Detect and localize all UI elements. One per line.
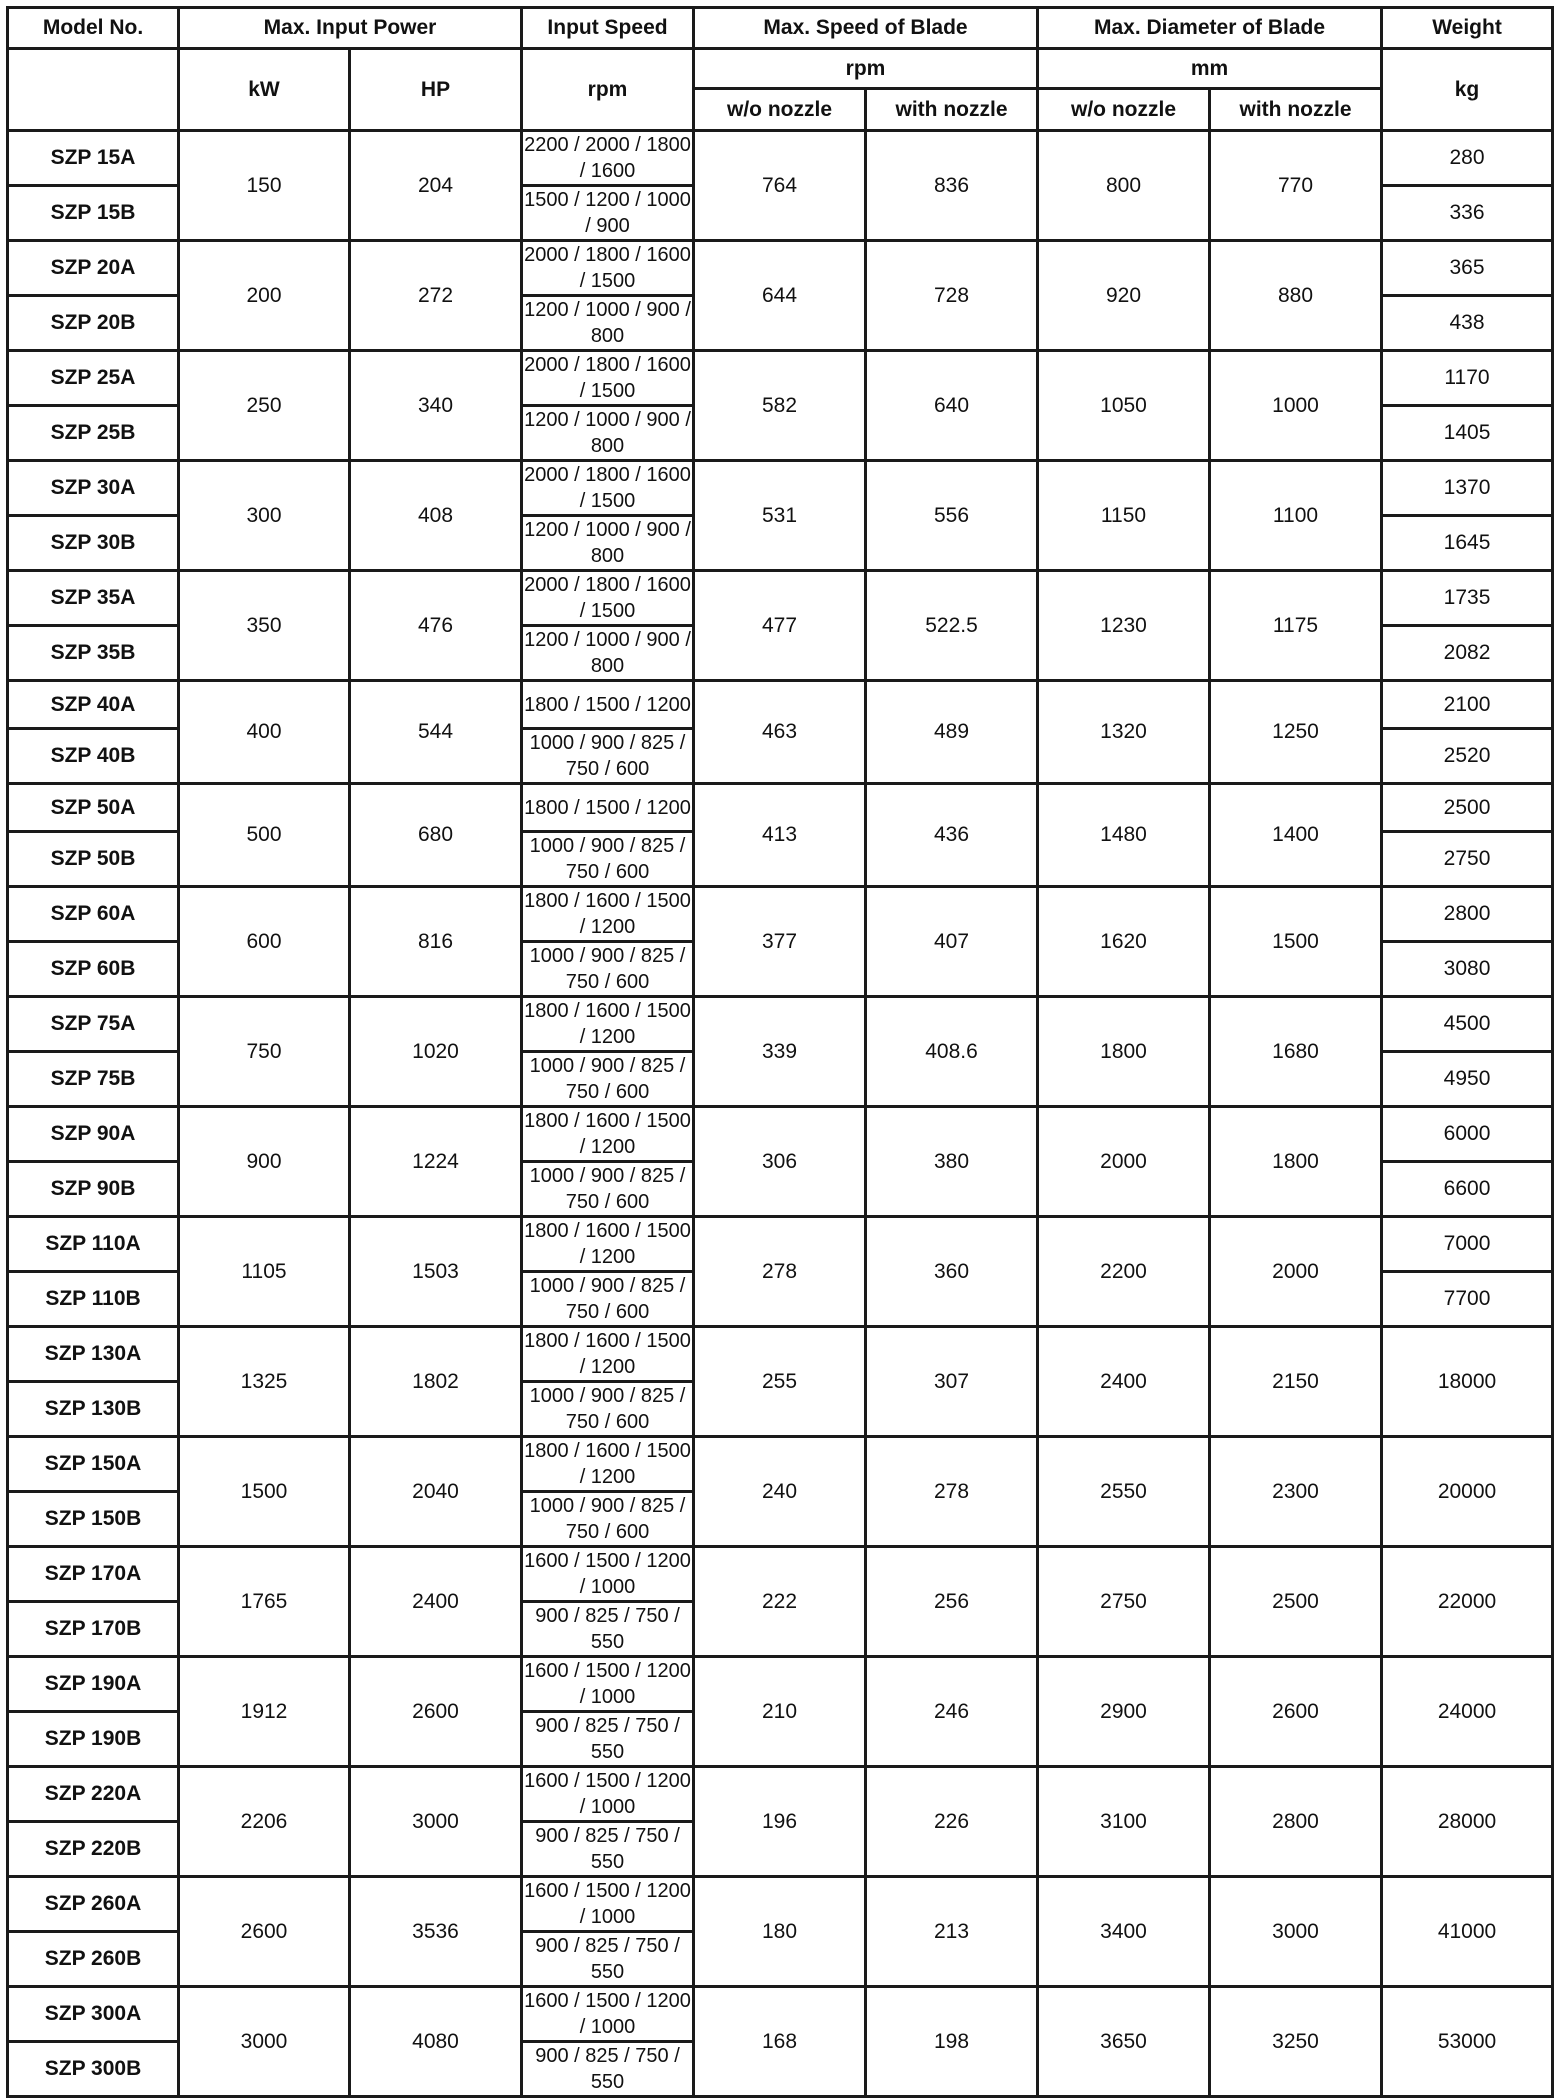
kw-cell: 350 bbox=[179, 571, 350, 681]
input-speed-b-cell: 900 / 825 / 750 / 550 bbox=[522, 1712, 694, 1767]
weight-a-cell: 1735 bbox=[1382, 571, 1553, 626]
model-b-cell: SZP 30B bbox=[8, 516, 179, 571]
blade-speed-with-nozzle-cell: 408.6 bbox=[866, 997, 1038, 1107]
model-b-cell: SZP 90B bbox=[8, 1162, 179, 1217]
weight-a-cell: 365 bbox=[1382, 241, 1553, 296]
blade-speed-wo-nozzle-cell: 180 bbox=[694, 1877, 866, 1987]
table-row bbox=[8, 997, 1553, 1052]
header-max-input-power: Max. Input Power bbox=[179, 8, 522, 49]
model-b-cell: SZP 40B bbox=[8, 729, 179, 784]
blade-diameter-wo-nozzle-cell: 1800 bbox=[1038, 997, 1210, 1107]
header-input-speed-unit: rpm bbox=[522, 49, 694, 131]
table-row bbox=[8, 241, 1553, 296]
blade-diameter-with-nozzle-cell: 2000 bbox=[1210, 1217, 1382, 1327]
table-row bbox=[8, 887, 1553, 942]
kw-cell: 1325 bbox=[179, 1327, 350, 1437]
input-speed-a-cell: 2200 / 2000 / 1800 / 1600 bbox=[522, 131, 694, 186]
blade-speed-with-nozzle-cell: 256 bbox=[866, 1547, 1038, 1657]
weight-b-cell: 4950 bbox=[1382, 1052, 1553, 1107]
blade-diameter-wo-nozzle-cell: 3650 bbox=[1038, 1987, 1210, 2097]
input-speed-a-cell: 1800 / 1500 / 1200 bbox=[522, 784, 694, 832]
header-weight-unit: kg bbox=[1382, 49, 1553, 131]
weight-a-cell: 1370 bbox=[1382, 461, 1553, 516]
model-a-cell: SZP 25A bbox=[8, 351, 179, 406]
weight-cell: 24000 bbox=[1382, 1657, 1553, 1767]
input-speed-a-cell: 1800 / 1500 / 1200 bbox=[522, 681, 694, 729]
hp-cell: 4080 bbox=[350, 1987, 522, 2097]
table-row bbox=[8, 1327, 1553, 1382]
blade-speed-wo-nozzle-cell: 210 bbox=[694, 1657, 866, 1767]
table-header bbox=[8, 8, 1553, 131]
model-a-cell: SZP 150A bbox=[8, 1437, 179, 1492]
model-b-cell: SZP 20B bbox=[8, 296, 179, 351]
hp-cell: 2600 bbox=[350, 1657, 522, 1767]
blade-diameter-wo-nozzle-cell: 2750 bbox=[1038, 1547, 1210, 1657]
weight-b-cell: 3080 bbox=[1382, 942, 1553, 997]
blade-diameter-with-nozzle-cell: 2150 bbox=[1210, 1327, 1382, 1437]
model-b-cell: SZP 170B bbox=[8, 1602, 179, 1657]
blade-speed-with-nozzle-cell: 360 bbox=[866, 1217, 1038, 1327]
kw-cell: 250 bbox=[179, 351, 350, 461]
weight-a-cell: 4500 bbox=[1382, 997, 1553, 1052]
kw-cell: 400 bbox=[179, 681, 350, 784]
spec-table bbox=[6, 6, 1554, 2098]
table-row bbox=[8, 461, 1553, 516]
model-b-cell: SZP 25B bbox=[8, 406, 179, 461]
blade-diameter-with-nozzle-cell: 2800 bbox=[1210, 1767, 1382, 1877]
hp-cell: 476 bbox=[350, 571, 522, 681]
input-speed-a-cell: 2000 / 1800 / 1600 / 1500 bbox=[522, 461, 694, 516]
input-speed-a-cell: 1800 / 1600 / 1500 / 1200 bbox=[522, 1327, 694, 1382]
kw-cell: 500 bbox=[179, 784, 350, 887]
table-row bbox=[8, 1767, 1553, 1822]
blade-diameter-with-nozzle-cell: 1250 bbox=[1210, 681, 1382, 784]
blade-speed-with-nozzle-cell: 246 bbox=[866, 1657, 1038, 1767]
table-body bbox=[8, 131, 1553, 2097]
input-speed-a-cell: 1600 / 1500 / 1200 / 1000 bbox=[522, 1767, 694, 1822]
input-speed-a-cell: 1800 / 1600 / 1500 / 1200 bbox=[522, 1217, 694, 1272]
model-a-cell: SZP 35A bbox=[8, 571, 179, 626]
input-speed-a-cell: 1600 / 1500 / 1200 / 1000 bbox=[522, 1987, 694, 2042]
hp-cell: 204 bbox=[350, 131, 522, 241]
input-speed-a-cell: 2000 / 1800 / 1600 / 1500 bbox=[522, 571, 694, 626]
blade-speed-wo-nozzle-cell: 582 bbox=[694, 351, 866, 461]
weight-a-cell: 2800 bbox=[1382, 887, 1553, 942]
input-speed-a-cell: 1800 / 1600 / 1500 / 1200 bbox=[522, 997, 694, 1052]
blade-diameter-with-nozzle-cell: 770 bbox=[1210, 131, 1382, 241]
table-row bbox=[8, 1217, 1553, 1272]
weight-b-cell: 7700 bbox=[1382, 1272, 1553, 1327]
blade-speed-wo-nozzle-cell: 255 bbox=[694, 1327, 866, 1437]
blade-diameter-with-nozzle-cell: 1500 bbox=[1210, 887, 1382, 997]
weight-b-cell: 2520 bbox=[1382, 729, 1553, 784]
blade-diameter-wo-nozzle-cell: 3400 bbox=[1038, 1877, 1210, 1987]
blade-diameter-wo-nozzle-cell: 1480 bbox=[1038, 784, 1210, 887]
model-a-cell: SZP 40A bbox=[8, 681, 179, 729]
hp-cell: 1020 bbox=[350, 997, 522, 1107]
blade-diameter-wo-nozzle-cell: 920 bbox=[1038, 241, 1210, 351]
hp-cell: 1224 bbox=[350, 1107, 522, 1217]
weight-cell: 53000 bbox=[1382, 1987, 1553, 2097]
input-speed-a-cell: 2000 / 1800 / 1600 / 1500 bbox=[522, 241, 694, 296]
kw-cell: 300 bbox=[179, 461, 350, 571]
blade-diameter-wo-nozzle-cell: 800 bbox=[1038, 131, 1210, 241]
blade-speed-with-nozzle-cell: 213 bbox=[866, 1877, 1038, 1987]
hp-cell: 3536 bbox=[350, 1877, 522, 1987]
table-row bbox=[8, 571, 1553, 626]
blade-diameter-wo-nozzle-cell: 2550 bbox=[1038, 1437, 1210, 1547]
blade-diameter-wo-nozzle-cell: 1620 bbox=[1038, 887, 1210, 997]
hp-cell: 680 bbox=[350, 784, 522, 887]
blade-diameter-wo-nozzle-cell: 3100 bbox=[1038, 1767, 1210, 1877]
kw-cell: 2600 bbox=[179, 1877, 350, 1987]
input-speed-a-cell: 1800 / 1600 / 1500 / 1200 bbox=[522, 1437, 694, 1492]
header-model: Model No. bbox=[8, 8, 179, 49]
input-speed-b-cell: 900 / 825 / 750 / 550 bbox=[522, 1602, 694, 1657]
hp-cell: 2040 bbox=[350, 1437, 522, 1547]
kw-cell: 900 bbox=[179, 1107, 350, 1217]
input-speed-b-cell: 1000 / 900 / 825 / 750 / 600 bbox=[522, 729, 694, 784]
kw-cell: 200 bbox=[179, 241, 350, 351]
blade-speed-with-nozzle-cell: 836 bbox=[866, 131, 1038, 241]
blade-speed-with-nozzle-cell: 522.5 bbox=[866, 571, 1038, 681]
header-speed-with-nozzle: with nozzle bbox=[866, 89, 1038, 131]
blade-speed-wo-nozzle-cell: 196 bbox=[694, 1767, 866, 1877]
weight-a-cell: 6000 bbox=[1382, 1107, 1553, 1162]
input-speed-b-cell: 1200 / 1000 / 900 / 800 bbox=[522, 406, 694, 461]
weight-cell: 22000 bbox=[1382, 1547, 1553, 1657]
header-speed-wo-nozzle: w/o nozzle bbox=[694, 89, 866, 131]
blade-diameter-wo-nozzle-cell: 1230 bbox=[1038, 571, 1210, 681]
input-speed-b-cell: 1000 / 900 / 825 / 750 / 600 bbox=[522, 1492, 694, 1547]
header-input-speed: Input Speed bbox=[522, 8, 694, 49]
blade-speed-with-nozzle-cell: 198 bbox=[866, 1987, 1038, 2097]
blade-diameter-with-nozzle-cell: 1000 bbox=[1210, 351, 1382, 461]
input-speed-b-cell: 1000 / 900 / 825 / 750 / 600 bbox=[522, 1052, 694, 1107]
blade-diameter-wo-nozzle-cell: 2000 bbox=[1038, 1107, 1210, 1217]
model-b-cell: SZP 130B bbox=[8, 1382, 179, 1437]
model-a-cell: SZP 20A bbox=[8, 241, 179, 296]
table-row bbox=[8, 131, 1553, 186]
model-a-cell: SZP 30A bbox=[8, 461, 179, 516]
blade-speed-with-nozzle-cell: 307 bbox=[866, 1327, 1038, 1437]
model-b-cell: SZP 220B bbox=[8, 1822, 179, 1877]
weight-b-cell: 1405 bbox=[1382, 406, 1553, 461]
hp-cell: 1503 bbox=[350, 1217, 522, 1327]
hp-cell: 1802 bbox=[350, 1327, 522, 1437]
header-max-diameter-of-blade: Max. Diameter of Blade bbox=[1038, 8, 1382, 49]
blade-speed-with-nozzle-cell: 436 bbox=[866, 784, 1038, 887]
header-hp: HP bbox=[350, 49, 522, 131]
kw-cell: 2206 bbox=[179, 1767, 350, 1877]
table-row bbox=[8, 351, 1553, 406]
hp-cell: 272 bbox=[350, 241, 522, 351]
blade-diameter-with-nozzle-cell: 3000 bbox=[1210, 1877, 1382, 1987]
model-b-cell: SZP 60B bbox=[8, 942, 179, 997]
header-max-speed-of-blade: Max. Speed of Blade bbox=[694, 8, 1038, 49]
kw-cell: 1105 bbox=[179, 1217, 350, 1327]
blade-speed-wo-nozzle-cell: 764 bbox=[694, 131, 866, 241]
blade-diameter-wo-nozzle-cell: 2900 bbox=[1038, 1657, 1210, 1767]
header-blade-speed-unit: rpm bbox=[694, 49, 1038, 89]
model-b-cell: SZP 75B bbox=[8, 1052, 179, 1107]
hp-cell: 340 bbox=[350, 351, 522, 461]
weight-b-cell: 2750 bbox=[1382, 832, 1553, 887]
blade-diameter-wo-nozzle-cell: 1050 bbox=[1038, 351, 1210, 461]
hp-cell: 2400 bbox=[350, 1547, 522, 1657]
table-row bbox=[8, 784, 1553, 832]
model-a-cell: SZP 130A bbox=[8, 1327, 179, 1382]
weight-a-cell: 2100 bbox=[1382, 681, 1553, 729]
blade-diameter-with-nozzle-cell: 2600 bbox=[1210, 1657, 1382, 1767]
header-weight: Weight bbox=[1382, 8, 1553, 49]
hp-cell: 408 bbox=[350, 461, 522, 571]
model-b-cell: SZP 260B bbox=[8, 1932, 179, 1987]
table-row bbox=[8, 1547, 1553, 1602]
kw-cell: 3000 bbox=[179, 1987, 350, 2097]
input-speed-b-cell: 1000 / 900 / 825 / 750 / 600 bbox=[522, 1382, 694, 1437]
input-speed-b-cell: 900 / 825 / 750 / 550 bbox=[522, 1822, 694, 1877]
input-speed-b-cell: 1200 / 1000 / 900 / 800 bbox=[522, 626, 694, 681]
blade-speed-wo-nozzle-cell: 240 bbox=[694, 1437, 866, 1547]
blade-speed-with-nozzle-cell: 489 bbox=[866, 681, 1038, 784]
weight-cell: 41000 bbox=[1382, 1877, 1553, 1987]
table-row bbox=[8, 1657, 1553, 1712]
blade-speed-with-nozzle-cell: 556 bbox=[866, 461, 1038, 571]
weight-b-cell: 336 bbox=[1382, 186, 1553, 241]
model-a-cell: SZP 190A bbox=[8, 1657, 179, 1712]
blade-diameter-wo-nozzle-cell: 2400 bbox=[1038, 1327, 1210, 1437]
weight-a-cell: 2500 bbox=[1382, 784, 1553, 832]
input-speed-b-cell: 1000 / 900 / 825 / 750 / 600 bbox=[522, 832, 694, 887]
model-b-cell: SZP 300B bbox=[8, 2042, 179, 2097]
header-model-unit-blank bbox=[8, 49, 179, 131]
model-a-cell: SZP 75A bbox=[8, 997, 179, 1052]
blade-speed-wo-nozzle-cell: 306 bbox=[694, 1107, 866, 1217]
model-a-cell: SZP 220A bbox=[8, 1767, 179, 1822]
model-a-cell: SZP 260A bbox=[8, 1877, 179, 1932]
model-a-cell: SZP 50A bbox=[8, 784, 179, 832]
header-kw: kW bbox=[179, 49, 350, 131]
blade-speed-wo-nozzle-cell: 222 bbox=[694, 1547, 866, 1657]
weight-cell: 20000 bbox=[1382, 1437, 1553, 1547]
blade-diameter-with-nozzle-cell: 1175 bbox=[1210, 571, 1382, 681]
weight-a-cell: 7000 bbox=[1382, 1217, 1553, 1272]
blade-speed-wo-nozzle-cell: 278 bbox=[694, 1217, 866, 1327]
blade-diameter-with-nozzle-cell: 1100 bbox=[1210, 461, 1382, 571]
blade-speed-with-nozzle-cell: 728 bbox=[866, 241, 1038, 351]
table-row bbox=[8, 1987, 1553, 2042]
blade-diameter-wo-nozzle-cell: 1320 bbox=[1038, 681, 1210, 784]
weight-cell: 18000 bbox=[1382, 1327, 1553, 1437]
blade-diameter-with-nozzle-cell: 2500 bbox=[1210, 1547, 1382, 1657]
weight-a-cell: 280 bbox=[1382, 131, 1553, 186]
kw-cell: 150 bbox=[179, 131, 350, 241]
blade-speed-wo-nozzle-cell: 463 bbox=[694, 681, 866, 784]
input-speed-b-cell: 1000 / 900 / 825 / 750 / 600 bbox=[522, 1272, 694, 1327]
blade-speed-wo-nozzle-cell: 339 bbox=[694, 997, 866, 1107]
model-b-cell: SZP 150B bbox=[8, 1492, 179, 1547]
blade-speed-wo-nozzle-cell: 644 bbox=[694, 241, 866, 351]
input-speed-b-cell: 1200 / 1000 / 900 / 800 bbox=[522, 296, 694, 351]
input-speed-a-cell: 1600 / 1500 / 1200 / 1000 bbox=[522, 1657, 694, 1712]
kw-cell: 600 bbox=[179, 887, 350, 997]
header-diameter-with-nozzle: with nozzle bbox=[1210, 89, 1382, 131]
blade-speed-wo-nozzle-cell: 168 bbox=[694, 1987, 866, 2097]
blade-speed-with-nozzle-cell: 407 bbox=[866, 887, 1038, 997]
blade-diameter-with-nozzle-cell: 1680 bbox=[1210, 997, 1382, 1107]
input-speed-a-cell: 2000 / 1800 / 1600 / 1500 bbox=[522, 351, 694, 406]
model-b-cell: SZP 110B bbox=[8, 1272, 179, 1327]
weight-b-cell: 2082 bbox=[1382, 626, 1553, 681]
blade-speed-wo-nozzle-cell: 413 bbox=[694, 784, 866, 887]
weight-cell: 28000 bbox=[1382, 1767, 1553, 1877]
blade-diameter-wo-nozzle-cell: 1150 bbox=[1038, 461, 1210, 571]
weight-b-cell: 438 bbox=[1382, 296, 1553, 351]
blade-diameter-with-nozzle-cell: 880 bbox=[1210, 241, 1382, 351]
input-speed-a-cell: 1800 / 1600 / 1500 / 1200 bbox=[522, 887, 694, 942]
header-diameter-wo-nozzle: w/o nozzle bbox=[1038, 89, 1210, 131]
kw-cell: 750 bbox=[179, 997, 350, 1107]
table-row bbox=[8, 1107, 1553, 1162]
model-a-cell: SZP 170A bbox=[8, 1547, 179, 1602]
table-row bbox=[8, 1877, 1553, 1932]
weight-a-cell: 1170 bbox=[1382, 351, 1553, 406]
table-row bbox=[8, 1437, 1553, 1492]
blade-speed-with-nozzle-cell: 380 bbox=[866, 1107, 1038, 1217]
blade-speed-with-nozzle-cell: 640 bbox=[866, 351, 1038, 461]
input-speed-b-cell: 900 / 825 / 750 / 550 bbox=[522, 1932, 694, 1987]
table-row bbox=[8, 681, 1553, 729]
model-b-cell: SZP 190B bbox=[8, 1712, 179, 1767]
header-blade-diameter-unit: mm bbox=[1038, 49, 1382, 89]
weight-b-cell: 1645 bbox=[1382, 516, 1553, 571]
blade-diameter-with-nozzle-cell: 1800 bbox=[1210, 1107, 1382, 1217]
blade-diameter-with-nozzle-cell: 3250 bbox=[1210, 1987, 1382, 2097]
blade-speed-wo-nozzle-cell: 531 bbox=[694, 461, 866, 571]
blade-diameter-wo-nozzle-cell: 2200 bbox=[1038, 1217, 1210, 1327]
kw-cell: 1912 bbox=[179, 1657, 350, 1767]
input-speed-a-cell: 1800 / 1600 / 1500 / 1200 bbox=[522, 1107, 694, 1162]
model-a-cell: SZP 110A bbox=[8, 1217, 179, 1272]
blade-diameter-with-nozzle-cell: 1400 bbox=[1210, 784, 1382, 887]
hp-cell: 544 bbox=[350, 681, 522, 784]
input-speed-b-cell: 1500 / 1200 / 1000 / 900 bbox=[522, 186, 694, 241]
input-speed-b-cell: 900 / 825 / 750 / 550 bbox=[522, 2042, 694, 2097]
hp-cell: 3000 bbox=[350, 1767, 522, 1877]
input-speed-a-cell: 1600 / 1500 / 1200 / 1000 bbox=[522, 1877, 694, 1932]
model-b-cell: SZP 35B bbox=[8, 626, 179, 681]
model-b-cell: SZP 50B bbox=[8, 832, 179, 887]
blade-speed-with-nozzle-cell: 226 bbox=[866, 1767, 1038, 1877]
weight-b-cell: 6600 bbox=[1382, 1162, 1553, 1217]
blade-speed-wo-nozzle-cell: 377 bbox=[694, 887, 866, 997]
model-a-cell: SZP 15A bbox=[8, 131, 179, 186]
blade-speed-wo-nozzle-cell: 477 bbox=[694, 571, 866, 681]
blade-diameter-with-nozzle-cell: 2300 bbox=[1210, 1437, 1382, 1547]
kw-cell: 1500 bbox=[179, 1437, 350, 1547]
model-a-cell: SZP 300A bbox=[8, 1987, 179, 2042]
input-speed-b-cell: 1200 / 1000 / 900 / 800 bbox=[522, 516, 694, 571]
input-speed-a-cell: 1600 / 1500 / 1200 / 1000 bbox=[522, 1547, 694, 1602]
blade-speed-with-nozzle-cell: 278 bbox=[866, 1437, 1038, 1547]
model-b-cell: SZP 15B bbox=[8, 186, 179, 241]
model-a-cell: SZP 60A bbox=[8, 887, 179, 942]
model-a-cell: SZP 90A bbox=[8, 1107, 179, 1162]
input-speed-b-cell: 1000 / 900 / 825 / 750 / 600 bbox=[522, 942, 694, 997]
hp-cell: 816 bbox=[350, 887, 522, 997]
input-speed-b-cell: 1000 / 900 / 825 / 750 / 600 bbox=[522, 1162, 694, 1217]
kw-cell: 1765 bbox=[179, 1547, 350, 1657]
